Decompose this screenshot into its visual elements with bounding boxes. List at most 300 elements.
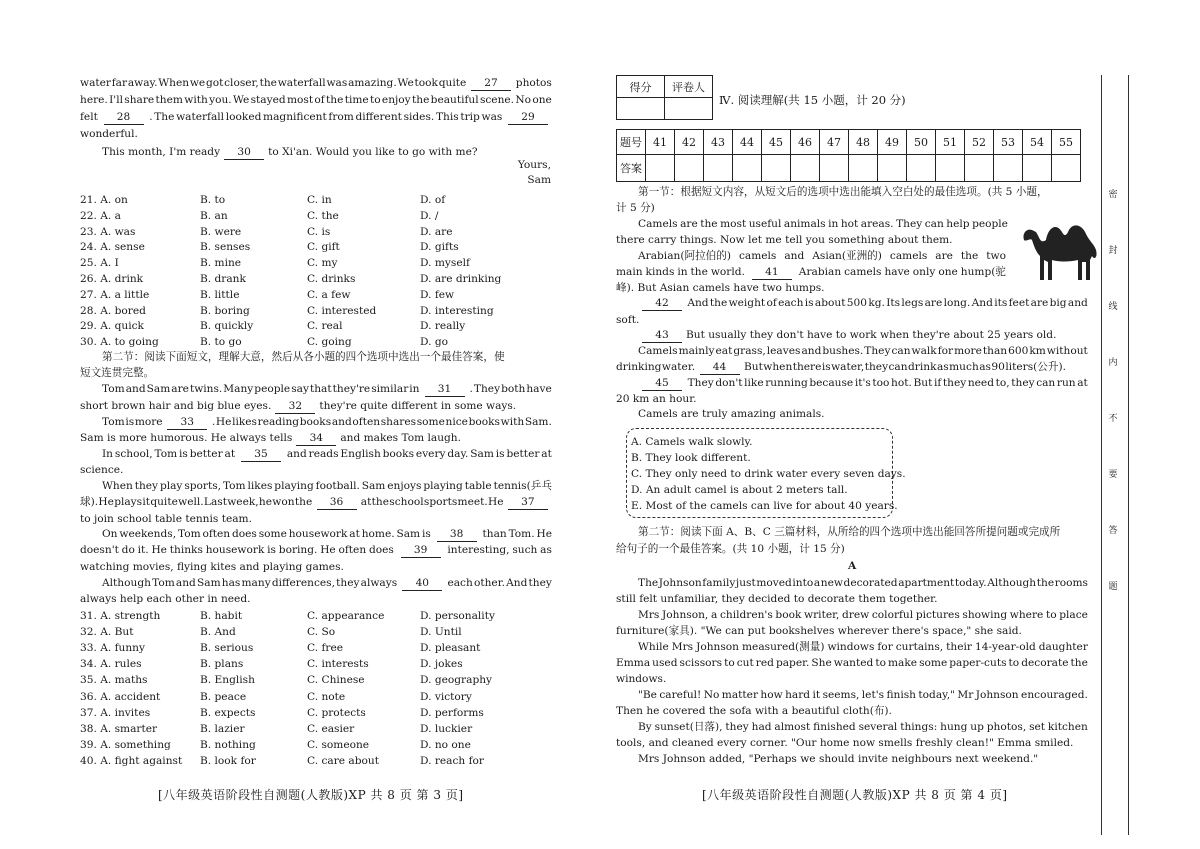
word: camels — [738, 250, 777, 262]
word: . — [149, 111, 153, 123]
word: and — [175, 577, 196, 589]
word: He — [151, 544, 167, 556]
option-choice: C. protects — [307, 706, 366, 719]
option-choice: D. geography — [420, 674, 493, 687]
word: to — [875, 657, 886, 669]
passage-line — [102, 415, 552, 430]
passage-line — [102, 527, 552, 542]
word: up — [970, 721, 984, 733]
section-instruction: 短文连贯完整。 — [80, 367, 155, 379]
word: in — [409, 383, 420, 395]
word: has — [221, 577, 241, 589]
word: hot. — [891, 377, 912, 389]
word: at — [541, 448, 552, 460]
answer-table — [616, 129, 1081, 182]
word: Mrs — [671, 641, 694, 653]
passage-line — [616, 360, 1066, 375]
word: need — [967, 377, 994, 389]
word: But — [743, 361, 763, 373]
word: such — [512, 544, 538, 556]
option-choice: D. jokes — [420, 658, 463, 671]
word: the — [960, 250, 979, 262]
word: the — [690, 266, 708, 278]
word: areas. — [860, 218, 894, 230]
question-number: 46 — [791, 130, 820, 155]
word: are — [171, 383, 189, 395]
word: Sam — [396, 528, 421, 540]
word: set — [1029, 721, 1046, 733]
word: and — [784, 250, 805, 262]
word: Last — [203, 496, 227, 508]
word: beautiful — [430, 94, 479, 106]
word: won — [272, 496, 295, 508]
word: She — [811, 657, 832, 669]
word: Sam — [197, 577, 221, 589]
word: the — [1036, 577, 1055, 589]
answer-blank: 44 — [700, 360, 740, 375]
option-choice: C. going — [307, 336, 352, 349]
word: sunset(日落), — [654, 721, 723, 733]
camel-illustration — [1016, 210, 1106, 282]
word: paper. — [775, 657, 810, 669]
word: By — [638, 721, 652, 733]
word: is — [804, 297, 814, 309]
word: let's — [861, 689, 885, 701]
word: have — [884, 266, 910, 278]
word: Tom. — [508, 528, 535, 540]
text-segment: soft. — [616, 314, 640, 326]
passage-line — [616, 281, 825, 295]
word: Arabian — [798, 266, 842, 278]
option-choice: D. interesting — [420, 304, 494, 317]
question-number: 45 — [762, 130, 791, 155]
word: And — [506, 577, 528, 589]
option-choice: B. mine — [200, 257, 242, 270]
word: doesn't — [80, 544, 119, 556]
word: home. — [361, 528, 395, 540]
text-segment: to join school table tennis team. — [80, 513, 252, 525]
word: into — [792, 577, 814, 589]
answer-blank: 41 — [752, 265, 792, 280]
word: When — [158, 77, 190, 89]
word: Mrs — [638, 609, 660, 621]
text-segment: science. — [80, 464, 124, 476]
word: football. — [315, 480, 360, 492]
passage-line — [102, 382, 552, 397]
text-segment: tools, and cleaned every corner. "Our home now smells freshly clean!" Emma smiled. — [616, 737, 1074, 749]
word: at — [360, 496, 372, 508]
word: only — [912, 266, 936, 278]
page-footer: [八年级英语阶段性自测题(人教版)XP 共 8 页 第 4 页] — [702, 788, 1008, 802]
word: rooms — [1054, 577, 1088, 589]
passage-line — [102, 576, 552, 591]
word: writer, — [804, 609, 840, 621]
word: decorate — [1021, 657, 1069, 669]
word: likes — [232, 416, 257, 428]
word: them — [155, 94, 183, 106]
text-segment: Mrs Johnson added, "Perhaps we should invite neighbours next weekend." — [638, 753, 1039, 765]
word: liters(公升). — [1005, 361, 1066, 373]
word: new — [820, 577, 843, 589]
word: to — [1008, 657, 1020, 669]
question-number: 53 — [994, 130, 1023, 155]
word: one — [938, 266, 958, 278]
word: people — [972, 218, 1008, 230]
text-segment: furniture(家具). "We can put bookshelves wherever there's space," she said. — [616, 625, 1022, 637]
word: share — [124, 94, 155, 106]
word: without — [1046, 345, 1088, 357]
word: where — [1009, 609, 1044, 621]
word: is — [267, 544, 276, 556]
word: for — [937, 345, 954, 357]
word: tennis(乒乓 — [493, 480, 552, 492]
passage-line — [638, 328, 1056, 343]
word: as — [540, 544, 552, 556]
word: some — [919, 657, 948, 669]
passage-line — [80, 431, 461, 446]
answer-cell — [820, 155, 849, 182]
passage-line — [638, 296, 1088, 311]
word: are — [680, 218, 698, 230]
word: one — [532, 94, 552, 106]
word: too — [872, 377, 890, 389]
word: decorated — [843, 577, 898, 589]
word: got — [205, 77, 224, 89]
option-choice: B. to go — [200, 336, 242, 349]
word: Emma — [616, 657, 651, 669]
word: meet. — [457, 496, 488, 508]
letter-line — [80, 76, 552, 91]
word: it — [812, 689, 821, 701]
passage-line — [638, 640, 1088, 654]
passage-line — [638, 720, 1088, 734]
word: scene. — [479, 94, 515, 106]
option-choice: B. look for — [200, 754, 256, 767]
word: No — [703, 689, 720, 701]
passage-line — [80, 560, 344, 574]
word: running — [765, 377, 808, 389]
passage-line — [616, 656, 1088, 670]
option-choice: C. interests — [307, 658, 369, 671]
word: drew — [842, 609, 870, 621]
option-choice: C. gift — [307, 241, 340, 254]
option-choice: B. an — [200, 209, 228, 222]
word: legs — [901, 297, 924, 309]
letter-signoff: Sam — [527, 174, 551, 186]
option-choice: C. someone — [307, 738, 370, 751]
word: with — [184, 94, 208, 106]
word: Camels — [638, 218, 678, 230]
word: animals — [783, 218, 826, 230]
word: things: — [900, 721, 938, 733]
answer-blank: 29 — [508, 110, 548, 125]
word: boring. — [278, 544, 318, 556]
option-choice: B. And — [200, 626, 236, 639]
word: scissors — [679, 657, 723, 669]
word: they — [528, 577, 552, 589]
word: hung — [940, 721, 968, 733]
option-choice: 37. A. invites — [80, 706, 151, 719]
word: because — [809, 377, 854, 389]
answer-blank: 27 — [471, 76, 511, 91]
option-choice: D. / — [420, 209, 439, 222]
word: at — [349, 528, 360, 540]
word: just — [735, 577, 756, 589]
word: the — [411, 94, 430, 106]
word: encouraged. — [1021, 689, 1088, 701]
word: each — [778, 297, 804, 309]
word: We — [232, 94, 250, 106]
word: when — [763, 361, 793, 373]
choice-option: E. Most of the camels can live for about 40 years. — [631, 500, 898, 512]
word: of — [314, 94, 325, 106]
answer-blank: 40 — [402, 576, 442, 591]
word: moved — [756, 577, 792, 589]
word: leaves — [766, 345, 801, 357]
word: can — [888, 361, 908, 373]
option-choice: 30. A. to going — [80, 336, 159, 349]
answer-blank: 43 — [642, 328, 682, 343]
question-number: 44 — [733, 130, 762, 155]
passage-line — [616, 592, 937, 606]
text-segment: there carry things. Now let me tell you something about them. — [616, 234, 953, 246]
binding-margin-char: 密 — [1108, 190, 1118, 200]
word: 球). — [80, 496, 99, 508]
word: some — [258, 528, 287, 540]
word: Tom — [177, 528, 201, 540]
binding-margin-char: 题 — [1108, 582, 1118, 592]
option-choice: 38. A. smarter — [80, 722, 158, 735]
word: He — [320, 544, 336, 556]
option-choice: D. go — [420, 336, 449, 349]
word: had — [751, 721, 772, 733]
word: While — [638, 641, 669, 653]
word: they — [1011, 377, 1035, 389]
word: waterfall — [176, 111, 225, 123]
word: quite — [150, 496, 178, 508]
passage-line — [638, 608, 1088, 622]
answer-cell — [1023, 155, 1052, 182]
word: walk — [911, 345, 937, 357]
word: photos — [515, 77, 552, 89]
word: almost — [774, 721, 811, 733]
word: curtains, — [895, 641, 944, 653]
question-number: 48 — [849, 130, 878, 155]
answer-blank: 38 — [437, 527, 477, 542]
passage-line — [638, 576, 1088, 590]
option-choice: 35. A. maths — [80, 674, 148, 687]
word: hard — [785, 689, 811, 701]
answer-cell — [849, 155, 878, 182]
word: the — [700, 218, 718, 230]
text-segment: and makes Tom laugh. — [340, 432, 461, 444]
word: to, — [995, 377, 1010, 389]
text-segment: Camels are truly amazing animals. — [638, 408, 825, 420]
text-segment: to Xi'an. Would you like to go with me? — [268, 146, 478, 158]
word: better — [506, 448, 540, 460]
word: two — [986, 250, 1006, 262]
word: This — [435, 111, 459, 123]
choice-option: A. Camels walk slowly. — [631, 436, 753, 448]
word: I'll — [109, 94, 123, 106]
answer-blank: 39 — [401, 543, 441, 558]
word: thinks — [169, 544, 203, 556]
question-number: 54 — [1023, 130, 1052, 155]
word: most — [720, 218, 747, 230]
word: felt — [80, 111, 98, 123]
question-number: 42 — [675, 130, 704, 155]
word: When — [102, 480, 133, 492]
word: different — [355, 111, 402, 123]
word: for — [877, 641, 893, 653]
passage-line — [616, 704, 892, 718]
word: as — [979, 361, 991, 373]
choice-option: B. They look different. — [631, 452, 751, 464]
word: like — [744, 377, 764, 389]
option-choice: C. free — [307, 642, 343, 655]
word: today," — [918, 689, 955, 701]
word: Tom — [154, 448, 178, 460]
binding-margin-char: 要 — [1108, 470, 1118, 480]
binding-margin — [1101, 75, 1156, 835]
option-choice: B. were — [200, 225, 242, 238]
word: Asian(亚洲的) — [812, 250, 882, 262]
word: Johnson, — [662, 609, 709, 621]
word: main — [616, 266, 643, 278]
word: cut — [736, 657, 754, 669]
score-cell — [665, 98, 713, 120]
word: seems, — [822, 689, 860, 701]
passage-line — [102, 447, 552, 462]
word: and — [801, 345, 822, 357]
word: time — [344, 94, 369, 106]
word: enjoy — [381, 94, 411, 106]
page-footer: [八年级英语阶段性自测题(人教版)XP 共 8 页 第 3 页] — [158, 788, 464, 802]
text-segment: still felt unfamiliar, they decided to decorate them together. — [616, 593, 938, 605]
option-choice: 27. A. a little — [80, 288, 150, 301]
word: don't — [715, 377, 743, 389]
word: long. — [943, 297, 971, 309]
word: was — [326, 77, 348, 89]
word: there — [792, 361, 822, 373]
text-segment: watching movies, flying kites and playing games. — [80, 561, 344, 573]
option-choice: D. pleasant — [420, 642, 481, 655]
answer-blank: 33 — [167, 415, 207, 430]
word: But — [913, 377, 933, 389]
word: 14-year-old — [974, 641, 1036, 653]
passage-line — [80, 592, 250, 606]
passage-line — [80, 495, 552, 510]
section-instruction: 计 5 分) — [616, 202, 655, 214]
word: 90 — [991, 361, 1005, 373]
option-choice: 33. A. funny — [80, 642, 145, 655]
word: family — [702, 577, 736, 589]
word: looked — [225, 111, 262, 123]
option-choice: B. peace — [200, 690, 247, 703]
text-segment: short brown hair and big blue eyes. — [80, 400, 272, 412]
option-choice: D. personality — [420, 610, 495, 622]
passage-line — [616, 313, 639, 327]
word: Sam — [361, 480, 386, 492]
word: mainly — [678, 345, 715, 357]
word: is — [179, 448, 188, 460]
passage-line — [638, 376, 1088, 391]
text-segment: Sam is more humorous. He always tells — [80, 432, 293, 444]
word: at — [1077, 377, 1088, 389]
word: he — [258, 496, 273, 508]
option-choice: 23. A. was — [80, 225, 136, 238]
word: amazing. — [348, 77, 397, 89]
word: a — [813, 577, 821, 589]
option-choice: C. Chinese — [307, 674, 365, 687]
word: Mr — [957, 689, 974, 701]
option-choice: C. a few — [307, 288, 351, 301]
word: 500 — [846, 297, 867, 309]
answer-table-label: 题号 — [617, 130, 646, 155]
option-choice: D. myself — [420, 257, 470, 270]
passage-line — [616, 392, 696, 406]
option-choice: 29. A. quick — [80, 320, 144, 333]
option-choice: B. plans — [200, 658, 244, 671]
option-choice: C. appearance — [307, 610, 385, 622]
word: Although — [102, 577, 151, 589]
answer-cell — [994, 155, 1023, 182]
answer-blank: 28 — [104, 110, 144, 125]
word: you. — [209, 94, 232, 106]
word: quite — [438, 77, 467, 89]
passage-line — [638, 344, 1088, 358]
word: Camels — [638, 345, 678, 357]
option-choice: D. victory — [420, 690, 472, 703]
binding-margin-char: 内 — [1108, 358, 1118, 368]
question-number: 50 — [907, 130, 936, 155]
word: both — [501, 383, 526, 395]
word: They — [864, 345, 891, 357]
word: often — [352, 416, 381, 428]
word: They — [473, 383, 501, 395]
passage-line — [616, 624, 1022, 638]
option-choice: D. few — [420, 288, 455, 301]
option-choice: B. serious — [200, 642, 254, 655]
word: hot — [840, 218, 859, 230]
word: English — [340, 448, 381, 460]
answer-blank: 45 — [642, 376, 682, 391]
word: He — [98, 496, 114, 508]
word: other. — [473, 577, 505, 589]
word: photos, — [986, 721, 1027, 733]
question-number: 47 — [820, 130, 849, 155]
option-choice: C. So — [307, 626, 336, 639]
text-segment: they're quite different in some ways. — [319, 400, 517, 412]
option-choice: C. in — [307, 194, 332, 206]
passage-line — [638, 249, 1006, 263]
option-choice: C. is — [307, 225, 331, 238]
word: measured(测量) — [742, 641, 825, 653]
word: if — [933, 377, 942, 389]
word: "Be — [638, 689, 657, 701]
word: about — [814, 297, 846, 309]
word: say — [291, 383, 309, 395]
word: several — [858, 721, 898, 733]
word: books — [299, 416, 332, 428]
word: took — [414, 77, 438, 89]
text-segment: This month, I'm ready — [102, 146, 221, 158]
question-number: 43 — [704, 130, 733, 155]
option-choice: B. lazier — [200, 722, 245, 735]
binding-margin-char: 不 — [1108, 414, 1118, 424]
word: the — [326, 94, 344, 106]
letter-line — [102, 145, 478, 160]
